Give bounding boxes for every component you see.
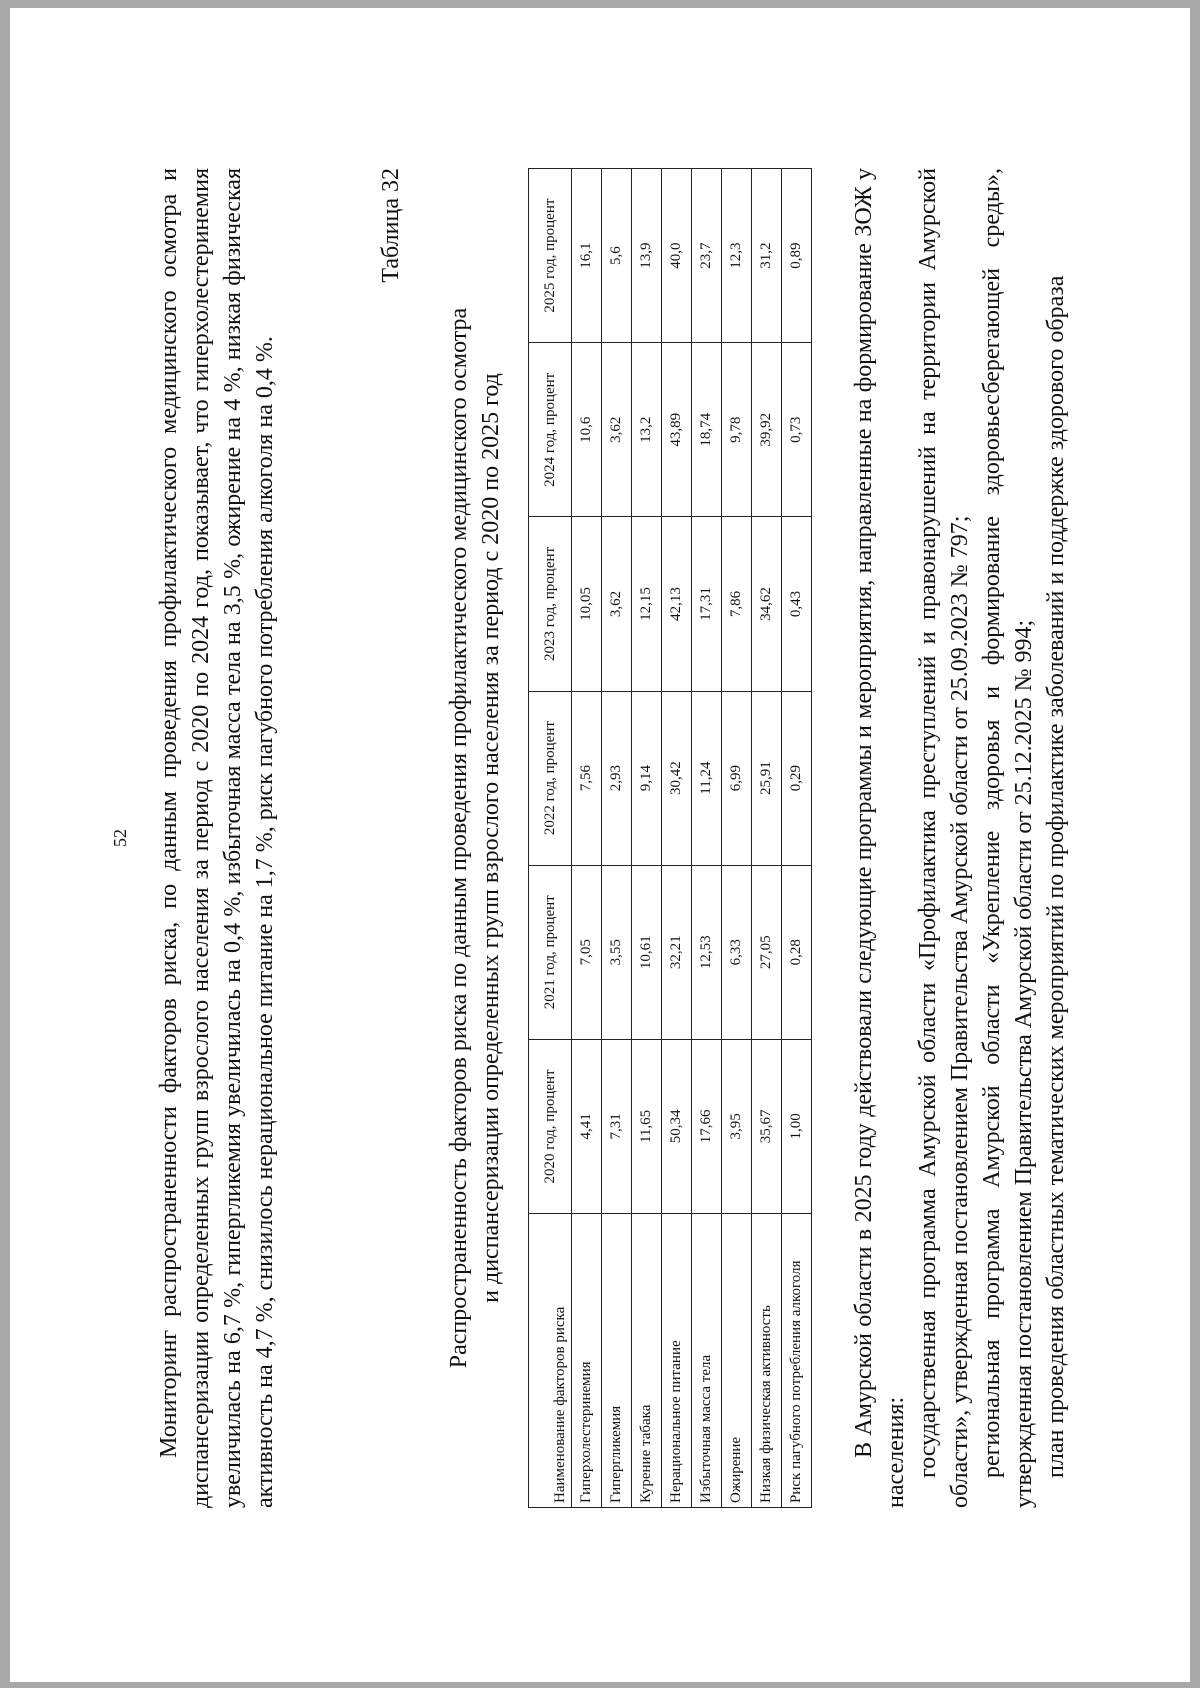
rotated-page-content	[18, 18, 1158, 1658]
percent-value-cell: 12,15	[632, 517, 662, 691]
table-row	[692, 169, 722, 1508]
percent-value-cell: 34,62	[752, 517, 782, 691]
table-row	[572, 169, 602, 1508]
header-2021: 2021 год, процент	[529, 865, 572, 1039]
percent-value-cell: 7,86	[722, 517, 752, 691]
header-2024: 2024 год, процент	[529, 343, 572, 517]
percent-value-cell: 10,05	[572, 517, 602, 691]
percent-value-cell: 16,1	[572, 169, 602, 343]
percent-value-cell: 12,3	[722, 169, 752, 343]
risk-factor-name-cell: Нерациональное питание	[662, 1214, 692, 1508]
percent-value-cell: 11,24	[692, 691, 722, 865]
table-body	[572, 169, 812, 1508]
percent-value-cell: 9,78	[722, 343, 752, 517]
percent-value-cell: 0,29	[782, 691, 812, 865]
table-number-label: Таблица 32	[378, 168, 404, 283]
table-row	[782, 169, 812, 1508]
percent-value-cell: 17,66	[692, 1039, 722, 1213]
percent-value-cell: 43,89	[662, 343, 692, 517]
risk-factors-table	[528, 168, 812, 1508]
header-2025: 2025 год, процент	[529, 169, 572, 343]
percent-value-cell: 18,74	[692, 343, 722, 517]
percent-value-cell: 7,31	[602, 1039, 632, 1213]
percent-value-cell: 25,91	[752, 691, 782, 865]
percent-value-cell: 12,53	[692, 865, 722, 1039]
percent-value-cell: 10,61	[632, 865, 662, 1039]
risk-factor-name-cell: Низкая физическая активность	[752, 1214, 782, 1508]
programs-intro: В Амурской области в 2025 году действовали следующие программы и мероприятия, направленные на формирование ЗОЖ у населения:	[851, 168, 909, 1508]
percent-value-cell: 2,93	[602, 691, 632, 865]
percent-value-cell: 10,6	[572, 343, 602, 517]
percent-value-cell: 3,62	[602, 517, 632, 691]
percent-value-cell: 17,31	[692, 517, 722, 691]
percent-value-cell: 39,92	[752, 343, 782, 517]
risk-factor-name-cell: Избыточная масса тела	[692, 1214, 722, 1508]
percent-value-cell: 4,41	[572, 1039, 602, 1213]
program-item: план проведения областных тематических мероприятий по профилактике заболеваний и поддержке здорового образа	[1043, 275, 1069, 1478]
risk-factor-name-cell: Курение табака	[632, 1214, 662, 1508]
percent-value-cell: 3,95	[722, 1039, 752, 1213]
percent-value-cell: 3,55	[602, 865, 632, 1039]
header-2020: 2020 год, процент	[529, 1039, 572, 1213]
percent-value-cell: 32,21	[662, 865, 692, 1039]
percent-value-cell: 40,0	[662, 169, 692, 343]
percent-value-cell: 35,67	[752, 1039, 782, 1213]
table-title-line-2: и диспансеризации определенных групп взрослого населения за период с 2020 по 2025 год	[478, 373, 504, 1303]
intro-paragraph: Мониторинг распространенности факторов риска, по данным проведения профилактического медицинского осмотра и диспансеризации определенных групп взрослого населения за период с 2020 по 2024 год, показывает, что гиперхолестеринемия увеличилась на 6,7 %, гипергликемия увеличилась на 0,4 %, избыточная масса тела на 3,5 %, ожирение на 4 %, низкая физическая активность на 4,7 %, снизилось нерациональное питание на 1,7 %, риск пагубного потребления алкоголя на 0,4 %.	[156, 168, 278, 1508]
risk-factor-name-cell: Гиперхолестеринемия	[572, 1214, 602, 1508]
percent-value-cell: 30,42	[662, 691, 692, 865]
table-title-line-1: Распространенность факторов риска по данным проведения профилактического медицинского осмотра	[446, 307, 472, 1369]
percent-value-cell: 0,89	[782, 169, 812, 343]
percent-value-cell: 27,05	[752, 865, 782, 1039]
page-number: 52	[110, 829, 130, 847]
percent-value-cell: 0,43	[782, 517, 812, 691]
table-row	[722, 169, 752, 1508]
percent-value-cell: 0,28	[782, 865, 812, 1039]
percent-value-cell: 0,73	[782, 343, 812, 517]
header-2022: 2022 год, процент	[529, 691, 572, 865]
document-page	[10, 8, 1190, 1682]
percent-value-cell: 50,34	[662, 1039, 692, 1213]
table-header-row	[529, 169, 572, 1508]
percent-value-cell: 23,7	[692, 169, 722, 343]
table-row	[632, 169, 662, 1508]
risk-factor-name-cell: Ожирение	[722, 1214, 752, 1508]
program-item: государственная программа Амурской области «Профилактика преступлений и правонарушений на территории Амурской области», утвержденная постановлением Правительства Амурской области от 25.09.2023 № 797;	[915, 168, 973, 1508]
percent-value-cell: 31,2	[752, 169, 782, 343]
programs-section	[848, 168, 1072, 1508]
risk-factor-name-cell: Риск пагубного потребления алкоголя	[782, 1214, 812, 1508]
percent-value-cell: 5,6	[602, 169, 632, 343]
percent-value-cell: 13,9	[632, 169, 662, 343]
program-item: региональная программа Амурской области «Укрепление здоровья и формирование здоровьесберегающей среды», утвержденная постановлением Правительства Амурской области от 25.12.2025 № 994;	[979, 168, 1037, 1508]
percent-value-cell: 11,65	[632, 1039, 662, 1213]
percent-value-cell: 13,2	[632, 343, 662, 517]
header-risk-factor: Наименование факторов риска	[529, 1214, 572, 1508]
percent-value-cell: 6,33	[722, 865, 752, 1039]
percent-value-cell: 42,13	[662, 517, 692, 691]
percent-value-cell: 1,00	[782, 1039, 812, 1213]
table-row	[662, 169, 692, 1508]
percent-value-cell: 3,62	[602, 343, 632, 517]
header-2023: 2023 год, процент	[529, 517, 572, 691]
table-row	[752, 169, 782, 1508]
table-row	[602, 169, 632, 1508]
percent-value-cell: 7,05	[572, 865, 602, 1039]
risk-factor-name-cell: Гипергликемия	[602, 1214, 632, 1508]
table-title	[443, 168, 507, 1508]
percent-value-cell: 9,14	[632, 691, 662, 865]
percent-value-cell: 7,56	[572, 691, 602, 865]
percent-value-cell: 6,99	[722, 691, 752, 865]
